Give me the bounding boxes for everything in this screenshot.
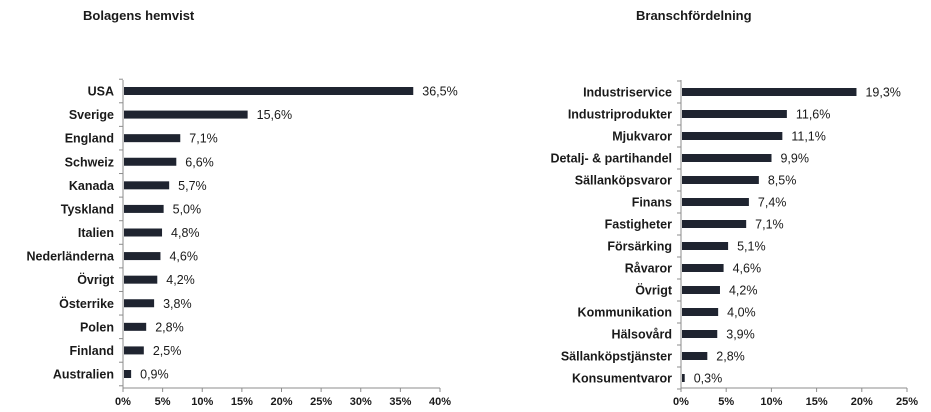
hemvist-category-label: Polen	[79, 320, 114, 335]
hemvist-data-label: 6,6%	[185, 155, 214, 170]
bransch-category-label: Detalj- & partihandel	[550, 151, 672, 166]
hemvist-data-label: 5,7%	[178, 178, 207, 193]
bransch-bar	[682, 176, 759, 184]
bransch-bar	[682, 330, 717, 338]
hemvist-category-label: Schweiz	[64, 155, 114, 170]
hemvist-data-label: 4,8%	[171, 226, 200, 240]
bransch-category-label: Industriservice	[583, 85, 672, 100]
hemvist-bar	[124, 158, 176, 166]
chart-title-hemvist: Bolagens hemvist	[83, 8, 195, 23]
bransch-bar	[682, 264, 724, 272]
bransch-category-label: Kommunikation	[577, 305, 672, 320]
bransch-data-label: 3,9%	[726, 327, 755, 342]
bransch-bar	[682, 374, 685, 382]
hemvist-bar	[124, 111, 248, 119]
bransch-category-label: Sällanköpsvaror	[574, 173, 672, 188]
hemvist-data-label: 15,6%	[256, 108, 293, 123]
bransch-category-label: Mjukvaror	[612, 129, 672, 144]
hemvist-bar	[124, 229, 162, 237]
bransch-category-label: Konsumentvaror	[571, 371, 672, 386]
hemvist-category-label: Finland	[69, 343, 114, 358]
hemvist-bar	[124, 346, 144, 354]
hemvist-category-label: Australien	[52, 367, 114, 382]
hemvist-data-label: 7,1%	[189, 131, 218, 146]
bransch-bar	[682, 220, 746, 228]
hemvist-bar	[124, 370, 131, 378]
hemvist-category-label: Österrike	[59, 296, 114, 311]
hemvist-category-label: Italien	[77, 226, 114, 240]
bransch-x-tick-label: 25%	[895, 396, 919, 408]
bransch-bar	[682, 88, 856, 96]
hemvist-bar	[124, 276, 157, 284]
hemvist-category-label: USA	[87, 84, 114, 99]
bransch-data-label: 8,5%	[767, 173, 797, 188]
hemvist-x-tick-label: 15%	[230, 396, 253, 408]
bransch-x-tick-label: 5%	[718, 396, 735, 408]
hemvist-x-tick-label: 25%	[310, 396, 333, 408]
chart-title-bransch: Branschfördelning	[636, 8, 752, 23]
hemvist-category-label: Sverige	[68, 108, 114, 123]
bransch-x-tick-label: 10%	[760, 396, 783, 408]
bransch-data-label: 11,6%	[795, 107, 831, 122]
bransch-category-label: Försärking	[607, 239, 672, 254]
bransch-data-label: 4,2%	[728, 283, 758, 298]
hemvist-x-tick-label: 35%	[389, 396, 412, 408]
bransch-bar	[682, 198, 749, 206]
hemvist-bar	[124, 299, 154, 307]
hemvist-bar	[124, 134, 180, 142]
bransch-data-label: 19,3%	[865, 85, 901, 100]
bransch-data-label: 5,1%	[737, 239, 766, 254]
bransch-data-label: 9,9%	[780, 151, 809, 166]
bransch-bar	[682, 110, 787, 118]
hemvist-category-label: England	[64, 131, 114, 146]
bransch-x-tick-label: 15%	[805, 396, 828, 408]
bransch-data-label: 0,3%	[693, 371, 723, 386]
bransch-category-label: Industriprodukter	[567, 107, 672, 122]
bransch-category-label: Råvaror	[624, 261, 672, 276]
hemvist-category-label: Övrigt	[77, 273, 114, 288]
hemvist-bar	[124, 181, 169, 189]
bransch-data-label: 4,6%	[732, 261, 762, 276]
hemvist-bar	[124, 323, 146, 331]
bransch-category-label: Finans	[631, 195, 672, 210]
hemvist-category-label: Kanada	[68, 178, 114, 193]
hemvist-x-tick-label: 40%	[428, 396, 452, 408]
bransch-category-label: Övrigt	[635, 283, 672, 298]
hemvist-category-label: Tyskland	[60, 202, 114, 217]
hemvist-data-label: 5,0%	[172, 202, 202, 217]
bransch-bar	[682, 242, 728, 250]
bransch-bar	[682, 286, 720, 294]
hemvist-bar	[124, 205, 164, 213]
bransch-data-label: 11,1%	[791, 129, 826, 144]
bransch-data-label: 7,4%	[757, 195, 787, 210]
bransch-bar	[682, 352, 707, 360]
bransch-category-label: Sällanköpstjänster	[560, 349, 672, 364]
hemvist-bar	[124, 87, 413, 95]
hemvist-data-label: 2,8%	[155, 320, 184, 335]
hemvist-data-label: 4,6%	[169, 249, 198, 264]
bransch-category-label: Hälsovård	[611, 327, 672, 342]
bransch-data-label: 2,8%	[716, 349, 745, 364]
hemvist-data-label: 2,5%	[152, 343, 182, 358]
hemvist-x-tick-label: 30%	[349, 396, 372, 408]
bransch-x-tick-label: 20%	[850, 396, 873, 408]
hemvist-x-tick-label: 5%	[154, 396, 171, 408]
bransch-data-label: 4,0%	[727, 305, 756, 320]
hemvist-category-label: Nederländerna	[26, 249, 114, 264]
hemvist-x-tick-label: 20%	[270, 396, 293, 408]
bransch-data-label: 7,1%	[755, 217, 784, 232]
bransch-bar	[682, 308, 718, 316]
bransch-bar	[682, 154, 771, 162]
hemvist-bar	[124, 252, 160, 260]
hemvist-data-label: 3,8%	[163, 296, 192, 311]
hemvist-data-label: 4,2%	[166, 273, 195, 288]
hemvist-x-tick-label: 0%	[115, 396, 131, 408]
hemvist-x-tick-label: 10%	[191, 396, 214, 408]
hemvist-data-label: 0,9%	[140, 367, 169, 382]
bransch-bar	[682, 132, 782, 140]
bransch-x-tick-label: 0%	[673, 396, 689, 408]
hemvist-data-label: 36,5%	[422, 84, 458, 99]
bransch-category-label: Fastigheter	[604, 217, 672, 232]
